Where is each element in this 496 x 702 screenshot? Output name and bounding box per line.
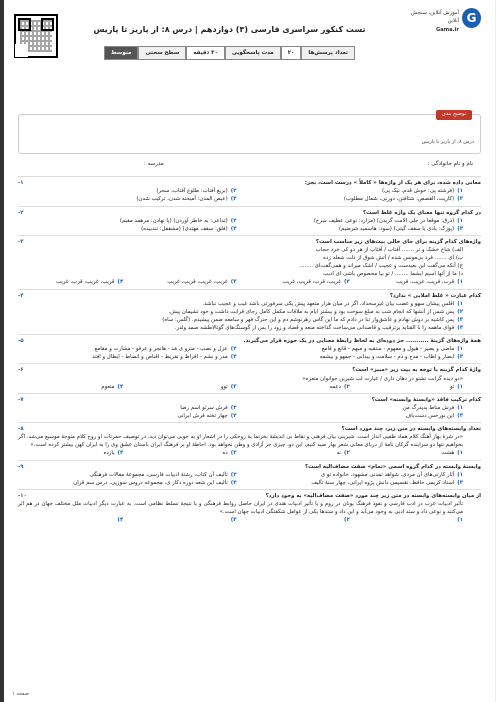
option-text: ابصار و اظاب - مدح و ذم - سلامت و بیدانی - جمهو و بیشمه	[319, 354, 455, 361]
answer-option[interactable]	[18, 278, 123, 286]
option-number: ۱)	[457, 450, 463, 457]
answer-option[interactable]	[358, 449, 463, 457]
option-number: ۱)	[457, 346, 463, 353]
qr-code-icon[interactable]	[14, 14, 58, 58]
option-text: (بریغ آفتاب: طلوع آفتاب، سحر)	[156, 188, 228, 195]
option-number: ۳)	[457, 225, 463, 232]
option-number: ۴)	[457, 325, 463, 331]
answer-option[interactable]	[18, 479, 237, 487]
question	[18, 235, 481, 289]
option-text: (کاریت، القصص: شتافتن، دورنی، شمال مطلوب)	[343, 196, 455, 203]
question-text: معانی داده شده، برای هر یک از واژه‌ها « کاملاً » درست است، بجز:	[304, 180, 481, 187]
option-list	[18, 383, 481, 391]
question-text: واژهٔ کدام گزینه با توجه به بیت زیر «مبیز» است؟	[352, 367, 481, 374]
question	[18, 363, 481, 392]
option-number: ۳)	[457, 316, 463, 323]
option-text: هشت	[441, 450, 455, 457]
option-number: ۴)	[230, 354, 237, 361]
page-number: صفحه ۱	[12, 690, 29, 697]
option-number: ۱)	[457, 279, 463, 286]
answer-option[interactable]	[18, 195, 237, 203]
option-text: دعمه	[329, 383, 341, 390]
answer-option[interactable]	[18, 412, 237, 420]
answer-option[interactable]	[245, 412, 464, 420]
verse-line: الف) شاخ خشک و تر ....... آفتاب / آفتاب از هر دو کی خرد حجاب	[315, 247, 463, 254]
question-list	[18, 176, 481, 526]
option-number: ۳)	[457, 412, 463, 419]
option-text: (پوزک: یادی یا سقف گیتی) (سود: هاسمید شرضیم)	[338, 225, 455, 232]
option-text: قریب، غریب، قرب، غریب	[55, 279, 115, 286]
option-number: ۲)	[230, 404, 237, 411]
question-text: واژه‌های کدام گزینه برای جای خالی بیت‌های زیر مناسب است؟	[315, 238, 481, 245]
option-text: تألیف این شعه دوره دکار ی، مجموعه دروس سوزیی، درس سم قران	[73, 479, 228, 486]
answer-option[interactable]	[18, 217, 237, 225]
exam-info	[58, 46, 401, 60]
option-text: این نورخس دست‌باف	[405, 412, 455, 419]
question-count-value: ۲۰	[281, 46, 302, 60]
option-list	[18, 404, 481, 420]
answer-option[interactable]	[131, 383, 236, 391]
passage-text: تأثیر ادبیات عرب در ادب فارسی و نفوذ فرهنگ یونان در روم و یا تأثیر ادبیات هندی در ایران حاصل روابط فرهنگی و یا نتیجهٔ تسلط نظامی است. به عبارت دیگر ادبیات ملل مختلف جهان در هم اثر می‌کنند و نوعی داد و ستد ادبی به وجود می‌آید و این داد و ستدها یکی از عوامل شکفتگی ادبیات جهان است.»	[18, 500, 463, 516]
option-text: آثار کارتی‌های آن مردی، شواهد تمدنی مشهود، خانواده تو ی	[320, 471, 455, 478]
option-number: ۳)	[230, 279, 237, 286]
option-number: ۱)	[457, 517, 463, 524]
option-text: پس کاشیه بر دوش نهادم و عاشق‌وار تنا در دادم که ما این گاس زهرنوشم دم و این جنرگ قهر و سامعه ضمن پیشیدم. (گلس: ساه)	[162, 316, 455, 323]
answer-option[interactable]	[18, 308, 463, 316]
answer-option[interactable]	[18, 353, 237, 361]
school-field[interactable]: مدرسه :	[144, 161, 164, 167]
option-list	[18, 449, 481, 457]
option-text: چهار تخته فرش ایرانی	[177, 412, 228, 419]
option-number: ۲)	[230, 217, 237, 224]
header	[4, 0, 495, 92]
option-text: استاد کریمی حافظ، تقسیمی دانش پژوه ایرانی، چهار سنهٔ تألیف	[311, 479, 455, 486]
option-text: (عیص المدن: آمیخته شدن، ترکیب شدن)	[136, 196, 228, 203]
question-number: ۴-	[18, 292, 24, 299]
answer-option[interactable]	[245, 278, 350, 286]
option-list	[18, 516, 481, 524]
option-list	[18, 345, 481, 361]
difficulty-label: سطح سختی	[138, 46, 186, 60]
option-number: ۳)	[457, 196, 463, 203]
option-number: ۴)	[230, 196, 237, 203]
question	[18, 422, 481, 459]
question-number: ۳-	[18, 238, 24, 245]
question	[18, 176, 481, 205]
option-text: تألیف آن کتاب، رشتهٔ ادبیات فارسی، مجموعهٔ مقالات فرهنگی	[89, 471, 228, 478]
option-number: ۱)	[457, 188, 463, 195]
question-text: کدام ترکیب فاقد «وابستهٔ وابسته» است؟	[371, 396, 481, 403]
answer-option[interactable]	[18, 324, 463, 332]
verse-line: «دو دیده گرانت تشتو در دهان داری / عیارت لب شیرین جوانوان متعره»	[302, 375, 463, 382]
answer-option[interactable]	[18, 225, 237, 233]
answer-option[interactable]	[245, 479, 464, 487]
answer-option[interactable]	[245, 353, 464, 361]
option-number: ۴)	[117, 450, 124, 457]
answer-option[interactable]	[245, 187, 464, 195]
option-list	[18, 187, 481, 203]
option-number: ۲)	[230, 188, 237, 195]
question-text: از میان وابسته‌های وابسته در متن زیر چند مورد «صفت مضاف‌الیه» به وجود دارد؟	[265, 492, 481, 499]
site-domain: Gama.ir	[436, 26, 459, 33]
option-text: متعوم	[101, 383, 115, 390]
question	[18, 460, 481, 489]
passage-text: «در شرهٔ بهار آهنگ کلام هماد ظفیی انداز است. شیرینی بیان فرهنی و نقاط بی اندیشهٔ بخرنما بهٔ روحکی را در اشعار او به خوبی می‌توان دید. در توصیف حمرتات او روح کلام متوجهٔ موسیع می‌شد. اگر بخواهیم تنها دو سراینده گرکان نامهٔ از دریای معانی شعر بهار صید کنیم، این دو، چیزی جز آزادی و وطن نخواهد بود. احاطهٔ او بر فرهنگ ایران باستان عشق وی را به ایران کهن بیشتر کرده است.»	[18, 434, 463, 449]
option-number: ۱)	[457, 217, 463, 224]
verse-line: ب) ای ....... فرد بی‌مونس شده / آتش شوق از دلت شعله زده	[323, 255, 463, 262]
page-title: تست کنکور سراسری فارسی (۳) دوازدهم | درس ۸: از پاریز تا پاریس	[93, 25, 366, 34]
option-text: فرش مناط پدیدرگ من	[402, 404, 455, 411]
option-number: ۱)	[457, 404, 463, 411]
question-text: کدام عبارت « غلط املایی » ندارد؟	[389, 292, 481, 299]
site-logo[interactable]	[401, 6, 481, 92]
answer-option[interactable]	[18, 449, 123, 457]
option-number: ۱)	[457, 471, 463, 478]
answer-option[interactable]	[245, 471, 464, 479]
option-number: ۳)	[230, 383, 237, 390]
site-tagline	[401, 9, 459, 34]
option-list	[18, 300, 481, 332]
answer-option[interactable]	[358, 278, 463, 286]
answer-option[interactable]	[18, 345, 237, 353]
option-text: فرش سرتو اسم رضا	[180, 404, 228, 411]
answer-option[interactable]	[18, 300, 463, 308]
option-number: ۲)	[343, 450, 350, 457]
answer-option[interactable]	[245, 195, 464, 203]
option-number: ۴)	[117, 517, 124, 524]
answer-option[interactable]	[245, 217, 464, 225]
answer-option[interactable]	[131, 278, 236, 286]
answer-option[interactable]	[18, 471, 237, 479]
option-text: غریب، قرب، قریب، غریب	[282, 279, 341, 286]
answer-option[interactable]	[18, 516, 123, 524]
duration-label: مدت پاسخگویی	[225, 46, 281, 60]
option-text: یازده	[103, 450, 115, 457]
option-number: ۳)	[230, 450, 237, 457]
question-text: تعداد وابسته‌های وابسته در متن زیر، چند مورد است؟	[341, 426, 481, 433]
answer-option[interactable]	[18, 316, 463, 324]
option-text: ثوو	[220, 383, 228, 390]
option-text: (ذرق: موقعا در جلی الامت گزیدن) (مزارد: نوعی عطیف سرخ)	[313, 217, 455, 224]
option-text: (تداعی: به خاطر آوردن) (پا نهادن: مرهمد مقیم)	[119, 217, 228, 224]
question-number: ۹-	[18, 463, 24, 470]
answer-option[interactable]	[358, 383, 463, 391]
option-text: قوای ماهمه را با القنایه برترقیب و قاصدانی می‌ساخت گذاخته منعه و قصاد و زود را بس از گوسنگ‌های گوتالاطشه صمد ولدر.	[174, 325, 455, 331]
option-number: ۱)	[457, 383, 463, 390]
option-text: قرب، قریب، غریب، قریب	[395, 279, 455, 286]
question-number: ۱۰-	[18, 492, 27, 499]
option-number: ۱)	[457, 300, 463, 307]
note-box	[18, 111, 481, 154]
option-number: ۴)	[230, 225, 237, 232]
option-text: (فرشته پی: خوش قدم، نیک پی)	[381, 188, 455, 195]
option-text: ده	[222, 450, 228, 457]
option-text: مدر و نشم - افراط و تفریط - اقناص و انصاط - ابطال و افتد	[92, 354, 228, 361]
verse-line: د) ما از آتها اسیم ایشما ........ / تو بیا محصوص باشی ای ادیب	[323, 271, 463, 278]
option-number: ۲)	[343, 383, 350, 390]
option-number: ۳)	[457, 354, 463, 361]
option-list	[18, 471, 481, 487]
answer-option[interactable]	[245, 345, 464, 353]
answer-option[interactable]	[358, 516, 463, 524]
note-tag: توضیح بندی	[436, 110, 472, 120]
option-number: ۴)	[117, 279, 124, 286]
option-number: ۲)	[230, 346, 237, 353]
option-text: غریب، غریب، قریب، غریب	[167, 279, 228, 286]
question	[18, 489, 481, 526]
question-text: وابستهٔ وابسته در کدام گروه اسمی «تمام» صفت مضاف‌الیه است؟	[304, 463, 481, 470]
option-text: اقلس پیشان سهو و غضب بیان غیرسحداد، اگر در میان هزار متعهد پیش یکی سرفورتی باشد غیب و عجیب نباشد.	[202, 300, 455, 307]
option-number: ۴)	[230, 412, 237, 419]
answer-option[interactable]	[245, 383, 350, 391]
question-count-label: تعداد پرسش‌ها	[301, 46, 355, 60]
note-text: درس ۸: از پاریز تا پاریس	[421, 139, 474, 145]
option-text: ماضی و بصیر - هیول و مفهوم - منتقبه و مبهم - قانع و قامع	[321, 346, 455, 353]
answer-option[interactable]	[131, 449, 236, 457]
option-number: ۳)	[457, 479, 463, 486]
option-number: ۳)	[230, 517, 237, 524]
question-number: ۲-	[18, 209, 24, 216]
difficulty-value: متوسط	[104, 46, 138, 60]
question-number: ۸-	[18, 426, 24, 433]
option-number: ۲)	[343, 517, 350, 524]
duration-value: ۳۰ دقیقه	[186, 46, 225, 60]
option-text: (فلق: سقف مهتدی) (مشقفل: تندبیده)	[141, 225, 228, 232]
answer-option[interactable]	[18, 383, 123, 391]
option-number: ۴)	[117, 383, 124, 390]
student-fields	[144, 160, 473, 168]
answer-option[interactable]	[18, 404, 237, 412]
option-number: ۲)	[343, 279, 350, 286]
question-number: ۶-	[18, 367, 24, 374]
answer-option[interactable]	[245, 225, 464, 233]
site-slogan: آموزش آنلاین، سنجش آنلاین	[411, 10, 459, 25]
answer-option[interactable]	[131, 516, 236, 524]
question-number: ۵-	[18, 338, 24, 345]
question-text: همهٔ واژه‌های گزینهٔ ........... جز دوده‌ای به لحاظ رابطهٔ معنایی در یک حوزه قرار می‌گیرند.	[243, 338, 481, 345]
question-number: ۱-	[18, 180, 24, 187]
gama-logo-icon: G	[462, 8, 481, 28]
verse-line: ج) آنکه می‌گفت این بعیدست و عجیب / اشک میراند و همی‌گفت‌ای ........	[299, 263, 463, 270]
question-number: ۷-	[18, 396, 24, 403]
question	[18, 393, 481, 422]
option-number: ۲)	[230, 471, 237, 478]
option-text: عزل و نصب - منزو ی مَد - هانجر و عرقو - مشارت و مقامع	[94, 346, 228, 353]
answer-option[interactable]	[245, 449, 350, 457]
answer-option[interactable]	[18, 187, 237, 195]
option-text: تو	[449, 383, 455, 390]
question	[18, 206, 481, 235]
question-text: در کدام گروه تنها معنای یک واژه غلط است؟	[363, 209, 481, 216]
question	[18, 289, 481, 335]
option-list	[18, 278, 481, 286]
student-name-field[interactable]: نام و نام خانوادگی :	[427, 161, 473, 167]
answer-option[interactable]	[245, 404, 464, 412]
answer-option[interactable]	[245, 516, 350, 524]
option-number: ۴)	[230, 479, 237, 486]
header-main	[58, 6, 401, 92]
option-number: ۲)	[457, 308, 463, 315]
question	[18, 334, 481, 363]
option-text: نه	[336, 450, 341, 457]
option-list	[18, 217, 481, 233]
option-text: پس شس از آنشها که انجام شب به مبلغ سوخت بود و بیشتر ایام به ملاقات مکمل کامل رجای قرابت داشت و خود تشیمان پیش.	[168, 308, 455, 315]
